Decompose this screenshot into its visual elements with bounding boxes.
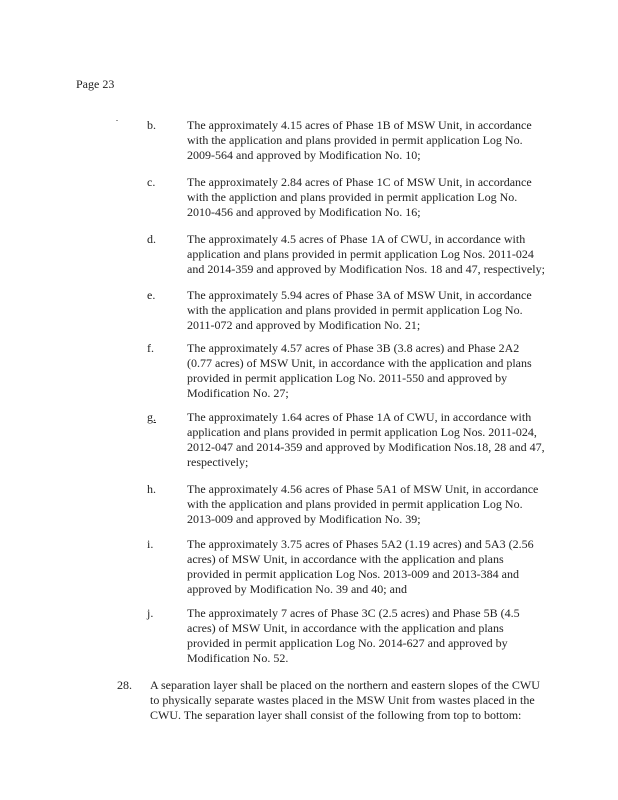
item-line: acres) of MSW Unit, in accordance with the application and plans: [187, 621, 504, 635]
item-letter: e.: [147, 288, 156, 302]
item-line: The approximately 5.94 acres of Phase 3A of MSW Unit, in accordance: [187, 288, 532, 302]
item-line: provided in permit application Log Nos. 2013-009 and 2013-384 and: [187, 567, 519, 581]
item-line: 2010-456 and approved by Modification No. 16;: [187, 205, 421, 219]
item-line: Modification No. 27;: [187, 386, 289, 400]
item-line: application and plans provided in permit application Log Nos. 2011-024,: [187, 425, 537, 439]
item-text: [187, 410, 552, 470]
item-line: The approximately 1.64 acres of Phase 1A of CWU, in accordance with: [187, 410, 532, 424]
item-line: The approximately 4.5 acres of Phase 1A of CWU, in accordance with: [187, 232, 526, 246]
item-line: 2009-564 and approved by Modification No. 10;: [187, 148, 421, 162]
item-line: application and plans provided in permit application Log Nos. 2011-024: [187, 247, 534, 261]
scan-speck: [116, 120, 118, 121]
item-line: 2011-072 and approved by Modification No. 21;: [187, 318, 421, 332]
item-line: with the appliction and plans provided in permit application Log No.: [187, 190, 518, 204]
item-line: The approximately 2.84 acres of Phase 1C of MSW Unit, in accordance: [187, 175, 532, 189]
condition-text: [150, 678, 550, 723]
item-letter: b.: [147, 118, 156, 132]
item-letter: h.: [147, 482, 156, 496]
condition-number: 28.: [117, 678, 132, 692]
item-text: [187, 175, 552, 220]
item-line: 2013-009 and approved by Modification No. 39;: [187, 512, 421, 526]
item-text: [187, 288, 552, 333]
item-letter: g.: [147, 410, 156, 424]
item-letter: d.: [147, 232, 156, 246]
item-letter: f.: [147, 341, 154, 355]
item-letter: i.: [147, 537, 154, 551]
item-line: and 2014-359 and approved by Modification Nos. 18 and 47, respectively;: [187, 262, 545, 276]
item-line: with the application and plans provided in permit application Log No.: [187, 133, 523, 147]
item-line: approved by Modification No. 39 and 40; and: [187, 582, 407, 596]
item-text: [187, 118, 552, 163]
item-text: [187, 232, 552, 277]
item-line: Modification No. 52.: [187, 651, 289, 665]
condition-line: to physically separate wastes placed in the MSW Unit from wastes placed in the: [150, 693, 535, 707]
item-line: provided in permit application Log No. 2011-550 and approved by: [187, 371, 508, 385]
item-line: The approximately 4.56 acres of Phase 5A1 of MSW Unit, in accordance: [187, 482, 539, 496]
item-line: acres) of MSW Unit, in accordance with the application and plans: [187, 552, 504, 566]
item-line: 2012-047 and 2014-359 and approved by Modification Nos.18, 28 and 47,: [187, 440, 545, 454]
item-text: [187, 537, 552, 597]
item-line: with the application and plans provided in permit application Log No.: [187, 497, 523, 511]
item-line: The approximately 4.57 acres of Phase 3B (3.8 acres) and Phase 2A2: [187, 341, 520, 355]
item-line: respectively;: [187, 455, 249, 469]
condition-line: CWU. The separation layer shall consist of the following from top to bottom:: [150, 708, 522, 722]
item-line: (0.77 acres) of MSW Unit, in accordance with the application and plans: [187, 356, 532, 370]
item-text: [187, 341, 552, 401]
item-line: The approximately 4.15 acres of Phase 1B of MSW Unit, in accordance: [187, 118, 532, 132]
item-line: The approximately 7 acres of Phase 3C (2.5 acres) and Phase 5B (4.5: [187, 606, 520, 620]
page-number: Page 23: [76, 77, 115, 91]
condition-line: A separation layer shall be placed on the northern and eastern slopes of the CWU: [150, 678, 540, 692]
item-text: [187, 482, 552, 527]
item-letter: c.: [147, 175, 156, 189]
item-text: [187, 606, 552, 666]
item-letter: j.: [147, 606, 154, 620]
item-line: provided in permit application Log No. 2014-627 and approved by: [187, 636, 508, 650]
item-line: The approximately 3.75 acres of Phases 5A2 (1.19 acres) and 5A3 (2.56: [187, 537, 534, 551]
item-line: with the application and plans provided in permit application Log No.: [187, 303, 523, 317]
